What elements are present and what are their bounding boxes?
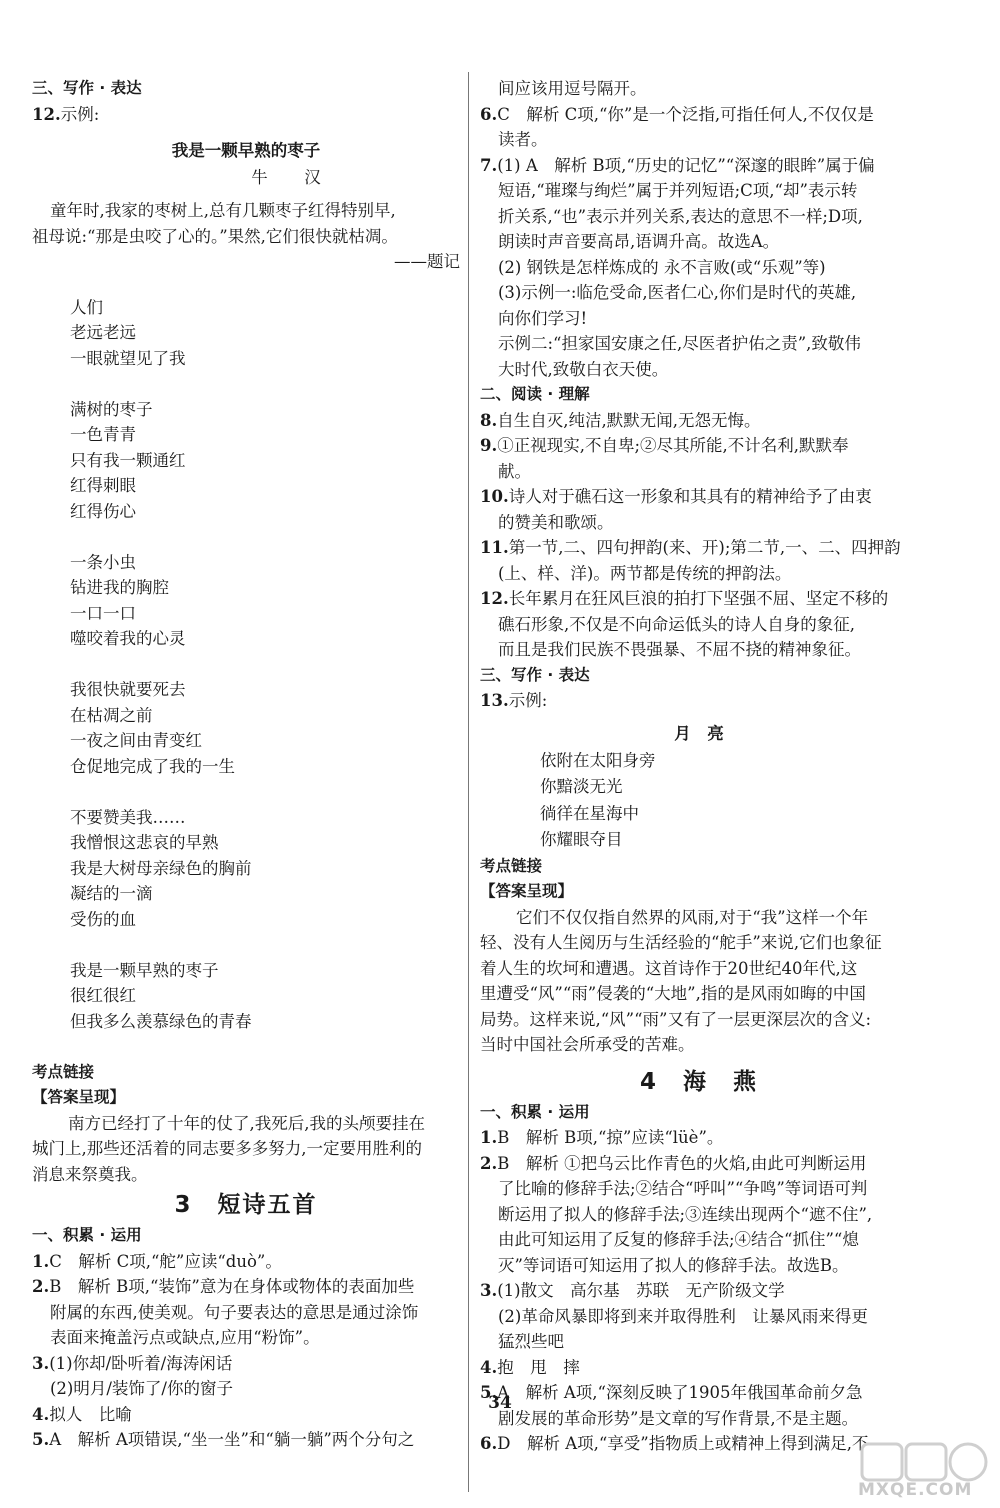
answer-item-line — [480, 637, 918, 663]
kaodian-heading: 考点链接 — [32, 1062, 95, 1081]
item-text: 断运用了拟人的修辞手法;③连续出现两个“遮不住”, — [498, 1204, 873, 1224]
answer-item-line — [480, 408, 918, 434]
item-text: (1)你却/卧听着/海涛闲话 — [49, 1353, 233, 1373]
item-text: C 解析 C项,“你”是一个泛指,可指任何人,不仅仅是 — [497, 104, 874, 124]
poem-title: 我是一颗早熟的枣子 — [171, 141, 321, 160]
item-text: B 解析 B项,“掠”应读“lüè”。 — [497, 1128, 724, 1147]
poem-line: 红得刺眼 — [70, 476, 136, 495]
item-text: 灭”等词语可知运用了拟人的修辞手法。故选B。 — [498, 1255, 849, 1275]
item-number: 7. — [480, 155, 498, 175]
answer-list — [32, 1249, 460, 1453]
answer-item-line — [480, 153, 918, 179]
item-number: 11. — [480, 538, 509, 557]
answer-label: 【答案呈现】 — [480, 882, 574, 900]
answer-item-line — [480, 331, 918, 357]
poem-line: 在枯凋之前 — [70, 705, 153, 725]
answer-item-line — [480, 1329, 918, 1355]
poem-line: 一色青青 — [70, 425, 136, 444]
poem-line: 你耀眼夺目 — [540, 830, 623, 849]
epigraph-sign: ——题记 — [394, 252, 460, 271]
answer-item-line — [480, 433, 918, 459]
poem-line: 一眼就望见了我 — [70, 348, 186, 368]
item-text: A 解析 A项错误,“坐一坐”和“躺一躺”两个分句之 — [49, 1430, 415, 1449]
left-column — [32, 76, 460, 1453]
item-text: (上、样、洋)。两节都是传统的押韵法。 — [498, 563, 792, 583]
stanza-gap — [32, 371, 460, 397]
stanza-gap — [32, 779, 460, 805]
answer-item-line — [480, 1431, 918, 1457]
stanza-gap — [32, 932, 460, 958]
answer-line: 轻、没有人生阅历与生活经验的“舵手”来说,它们也象征 — [480, 933, 882, 952]
poem-line: 老远老远 — [70, 323, 136, 342]
answer-item-line — [480, 102, 918, 128]
answer-item-line — [480, 178, 918, 204]
epigraph-line: 童年时,我家的枣树上,总有几颗枣子红得特别早, — [50, 201, 396, 220]
item-number: 6. — [480, 1434, 498, 1453]
chapter-title: 3 短诗五首 — [174, 1192, 318, 1218]
item-text: C 解析 C项,“舵”应读“duò”。 — [49, 1251, 282, 1271]
answer-item-line — [32, 1300, 460, 1326]
item-text: 诗人对于礁石这一形象和其具有的精神给予了由衷 — [508, 487, 872, 506]
question-text: 示例: — [60, 104, 100, 124]
answer-item-line — [480, 1125, 918, 1151]
poem-line: 徜徉在星海中 — [540, 803, 639, 823]
poem-line: 我是大树母亲绿色的胸前 — [70, 858, 252, 878]
item-text: 剧发展的革命形势”是文章的写作背景,不是主题。 — [498, 1408, 859, 1428]
answer-item-line — [480, 1202, 918, 1228]
poem-line: 一口一口 — [70, 603, 136, 623]
item-number: 5. — [32, 1430, 50, 1449]
poem-author: 牛 汉 — [251, 168, 331, 187]
poem-title: 月 亮 — [674, 723, 724, 743]
item-number: 10. — [480, 487, 509, 506]
item-number: 9. — [480, 436, 498, 455]
answer-item-line — [32, 1274, 460, 1300]
item-text: 大时代,致敬白衣天使。 — [498, 359, 669, 379]
poem-line: 红得伤心 — [70, 501, 136, 521]
stanza-gap — [32, 524, 460, 550]
answer-item-line — [480, 535, 918, 561]
answer-line: 它们不仅仅指自然界的风雨,对于“我”这样一个年 — [516, 907, 869, 927]
poem-line: 我憎恨这悲哀的早熟 — [70, 833, 219, 852]
item-text: (2)明月/装饰了/你的窗子 — [50, 1379, 233, 1398]
item-text: 长年累月在狂风巨浪的拍打下坚强不屈、坚定不移的 — [508, 589, 889, 608]
poem-body — [32, 295, 460, 1060]
section-heading-reading: 二、阅读 · 理解 — [480, 385, 590, 403]
answer-item-line — [32, 1325, 460, 1351]
answer-line: 城门上,那些还活着的同志要多多努力,一定要用胜利的 — [32, 1139, 422, 1158]
answer-item-line — [480, 510, 918, 536]
poem-line: 我很快就要死去 — [70, 680, 186, 699]
poem-body — [480, 748, 918, 854]
item-text: 折关系,“也”表示并列关系,表达的意思不一样;D项, — [498, 206, 863, 226]
answer-line: 当时中国社会所承受的苦难。 — [480, 1035, 695, 1054]
answer-item-line — [480, 459, 918, 485]
item-text: (2)革命风暴即将到来并取得胜利 让暴风雨来得更 — [498, 1306, 868, 1326]
poem-line: 凝结的一滴 — [70, 884, 153, 903]
answer-item-line — [480, 1176, 918, 1202]
answer-item-line — [480, 612, 918, 638]
poem-line: 你黯淡无光 — [540, 777, 623, 796]
item-text: 猛烈些吧 — [498, 1332, 564, 1351]
item-text: A 解析 A项,“深刻反映了1905年俄国革命前夕急 — [497, 1383, 863, 1402]
answer-item-line — [480, 1355, 918, 1381]
item-text: 自生自灭,纯洁,默默无闻,无怨无悔。 — [497, 410, 761, 430]
question-text: 示例: — [508, 691, 548, 710]
item-text: B 解析 B项,“装饰”意为在身体或物体的表面加些 — [49, 1277, 415, 1296]
item-number: 1. — [480, 1128, 498, 1147]
answer-item-line — [480, 1227, 918, 1253]
item-number: 3. — [32, 1353, 50, 1373]
item-text: 朗读时声音要高昂,语调升高。故选A。 — [498, 232, 780, 251]
item-text: 拟人 比喻 — [49, 1404, 132, 1424]
poem-line: 钻进我的胸腔 — [70, 578, 169, 597]
item-text: 献。 — [498, 461, 531, 481]
answer-line: 局势。这样来说,“风”“雨”又有了一层更深层次的含义: — [480, 1009, 872, 1029]
answer-item-line — [480, 255, 918, 281]
item-text: (2) 钢铁是怎样炼成的 永不言败(或“乐观”等) — [498, 257, 826, 277]
stanza-gap — [32, 1034, 460, 1060]
poem-line: 噬咬着我的心灵 — [70, 629, 186, 648]
poem-line: 满树的枣子 — [70, 399, 153, 419]
item-number: 12. — [480, 589, 509, 608]
answer-item-line — [480, 586, 918, 612]
poem-line: 受伤的血 — [70, 909, 136, 929]
question-number: 12. — [32, 104, 61, 124]
item-text: ①正视现实,不自卑;②尽其所能,不计名利,默默奉 — [497, 436, 849, 455]
answer-item-line — [480, 1304, 918, 1330]
poem-line: 人们 — [70, 297, 103, 317]
item-text: B 解析 ①把乌云比作青色的火焰,由此可判断运用 — [497, 1153, 867, 1173]
answer-item-line — [480, 561, 918, 587]
answer-line: 里遭受“风”“雨”侵袭的“大地”,指的是风雨如晦的中国 — [480, 984, 866, 1003]
item-text: 礁石形象,不仅是不向命运低头的诗人自身的象征, — [498, 614, 855, 634]
poem-line: 不要赞美我…… — [70, 807, 186, 827]
watermark-site: MXQE.COM — [858, 1480, 973, 1500]
right-column — [480, 76, 918, 1457]
answer-item-line — [480, 1151, 918, 1177]
item-text: 向你们学习! — [498, 308, 588, 328]
poem-line: 仓促地完成了我的一生 — [70, 756, 235, 776]
page-number: 34 — [488, 1393, 512, 1413]
poem-line: 只有我一颗通红 — [70, 450, 186, 470]
answer-item-line — [480, 1253, 918, 1279]
poem-line: 但我多么羡慕绿色的青春 — [70, 1011, 252, 1031]
column-divider — [468, 72, 469, 1492]
item-text: 读者。 — [498, 130, 548, 149]
answer-item-line — [480, 357, 918, 383]
stanza-gap — [32, 652, 460, 678]
answer-list — [480, 408, 918, 663]
continued-line: 间应该用逗号隔开。 — [498, 79, 647, 98]
answer-line: 着人生的坎坷和遭遇。这首诗作于20世纪40年代,这 — [480, 958, 858, 978]
answer-line: 南方已经打了十年的仗了,我死后,我的头颅要挂在 — [68, 1113, 425, 1133]
answer-label: 【答案呈现】 — [32, 1088, 126, 1106]
question-13 — [480, 688, 918, 714]
answer-item-line — [32, 1351, 460, 1377]
answer-line: 消息来祭奠我。 — [32, 1164, 148, 1184]
item-text: D 解析 A项,“享受”指物质上或精神上得到满足,不 — [497, 1434, 869, 1453]
poem-line: 很红很红 — [70, 986, 136, 1005]
answer-item-line — [32, 1427, 460, 1453]
epigraph-line: 祖母说:“那是虫咬了心的。”果然,它们很快就枯凋。 — [32, 226, 398, 246]
question-12 — [32, 102, 460, 128]
answer-item-line — [480, 1278, 918, 1304]
item-number: 2. — [32, 1277, 50, 1296]
item-number: 2. — [480, 1153, 498, 1173]
poem-line: 依附在太阳身旁 — [540, 750, 656, 770]
item-text: 表面来掩盖污点或缺点,应用“粉饰”。 — [50, 1328, 320, 1347]
section-heading-writing: 三、写作 · 表达 — [480, 665, 590, 684]
section-heading-writing: 三、写作 · 表达 — [32, 79, 142, 97]
item-number: 6. — [480, 104, 498, 124]
item-text: 而且是我们民族不畏强暴、不屈不挠的精神象征。 — [498, 640, 861, 659]
answer-item-line — [480, 204, 918, 230]
poem-line: 一条小虫 — [70, 552, 136, 572]
item-number: 4. — [32, 1404, 50, 1424]
answer-item-line — [480, 127, 918, 153]
section-heading-accum: 一、积累 · 运用 — [32, 1226, 142, 1244]
item-text: (1)散文 高尔基 苏联 无产阶级文学 — [497, 1281, 785, 1300]
answer-item-line — [480, 306, 918, 332]
answer-item-line — [480, 280, 918, 306]
item-number: 8. — [480, 410, 498, 430]
item-number: 3. — [480, 1281, 498, 1300]
item-text: 短语,“璀璨与绚烂”属于并列短语;C项,“却”表示转 — [498, 181, 858, 200]
item-text: 由此可知运用了反复的修辞手法;④结合“抓住”“熄 — [498, 1230, 859, 1249]
answer-item-line — [480, 229, 918, 255]
chapter-title: 4 海 燕 — [639, 1068, 758, 1095]
answer-item-line — [480, 484, 918, 510]
item-text: 示例二:“担家国安康之任,尽医者护佑之责”,致敬伟 — [498, 334, 861, 353]
item-text: 附属的东西,使美观。句子要表达的意思是通过涂饰 — [50, 1302, 419, 1322]
poem-line: 我是一颗早熟的枣子 — [70, 960, 219, 980]
item-text: (3)示例一:临危受命,医者仁心,你们是时代的英雄, — [498, 283, 857, 302]
kaodian-heading: 考点链接 — [480, 856, 543, 875]
item-text: 第一节,二、四句押韵(来、开);第二节,一、二、四押韵 — [508, 538, 901, 557]
item-text: (1) A 解析 B项,“历史的记忆”“深邃的眼眸”属于偏 — [497, 155, 875, 175]
poem-line: 一夜之间由青变红 — [70, 731, 202, 750]
item-number: 5. — [480, 1383, 498, 1402]
item-text: 了比喻的修辞手法;②结合“呼叫”“争鸣”等词语可判 — [498, 1179, 868, 1198]
item-text: 的赞美和歌颂。 — [498, 512, 614, 532]
answer-list — [480, 102, 918, 383]
item-number: 4. — [480, 1357, 498, 1377]
item-number: 1. — [32, 1251, 50, 1271]
answer-item-line — [32, 1249, 460, 1275]
section-heading-accum: 一、积累 · 运用 — [480, 1102, 590, 1121]
item-text: 抱 甩 摔 — [497, 1357, 580, 1377]
question-number: 13. — [480, 691, 509, 710]
